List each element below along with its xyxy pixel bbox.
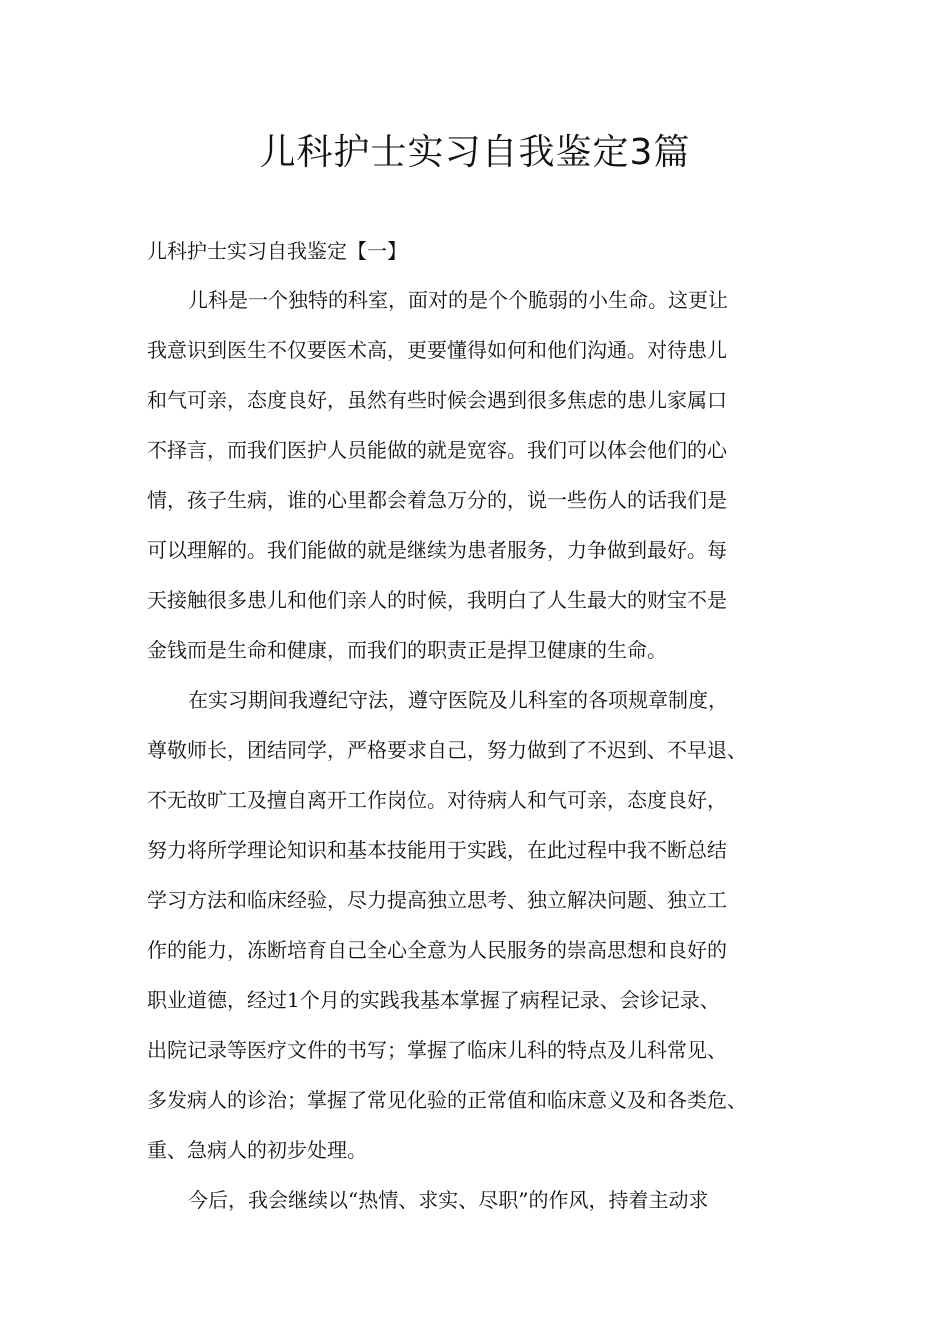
paragraph-line: 出院记录等医疗文件的书写；掌握了临床儿科的特点及儿科常见、: [147, 1038, 727, 1062]
paragraph-line: 尊敬师长，团结同学，严格要求自己，努力做到了不迟到、不早退、: [147, 738, 747, 762]
paragraph-line: 可以理解的。我们能做的就是继续为患者服务，力争做到最好。每: [147, 538, 727, 562]
paragraph-line: 和气可亲，态度良好，虽然有些时候会遇到很多焦虑的患儿家属口: [147, 388, 727, 412]
paragraph-line: 情，孩子生病，谁的心里都会着急万分的，说一些伤人的话我们是: [147, 488, 727, 512]
section-heading: 儿科护士实习自我鉴定【一】: [147, 239, 407, 263]
paragraph-line: 不无故旷工及擅自离开工作岗位。对待病人和气可亲，态度良好，: [147, 788, 727, 812]
paragraph-line: 今后，我会继续以“热情、求实、尽职”的作风，持着主动求: [188, 1188, 709, 1212]
paragraph-line: 重、急病人的初步处理。: [147, 1138, 367, 1162]
paragraph-line: 作的能力，冻断培育自己全心全意为人民服务的崇高思想和良好的: [147, 938, 727, 962]
paragraph-line: 学习方法和临床经验，尽力提高独立思考、独立解决问题、独立工: [147, 888, 727, 912]
paragraph-line: 职业道德，经过1个月的实践我基本掌握了病程记录、会诊记录、: [147, 988, 720, 1012]
paragraph-line: 在实习期间我遵纪守法，遵守医院及儿科室的各项规章制度，: [188, 688, 728, 712]
paragraph-line: 多发病人的诊治；掌握了常见化验的正常值和临床意义及和各类危、: [147, 1088, 747, 1112]
paragraph-line: 努力将所学理论知识和基本技能用于实践，在此过程中我不断总结: [147, 838, 727, 862]
paragraph-line: 我意识到医生不仅要医术高，更要懂得如何和他们沟通。对待患儿: [147, 338, 727, 362]
paragraph-line: 金钱而是生命和健康，而我们的职责正是捍卫健康的生命。: [147, 638, 667, 662]
body-text: [147, 282, 837, 1232]
paragraph-line: 不择言，而我们医护人员能做的就是宽容。我们可以体会他们的心: [147, 438, 727, 462]
document-title: 儿科护士实习自我鉴定3篇: [259, 132, 691, 173]
paragraph-line: 儿科是一个独特的科室，面对的是个个脆弱的小生命。这更让: [188, 288, 728, 312]
paragraph-line: 天接触很多患儿和他们亲人的时候，我明白了人生最大的财宝不是: [147, 588, 727, 612]
